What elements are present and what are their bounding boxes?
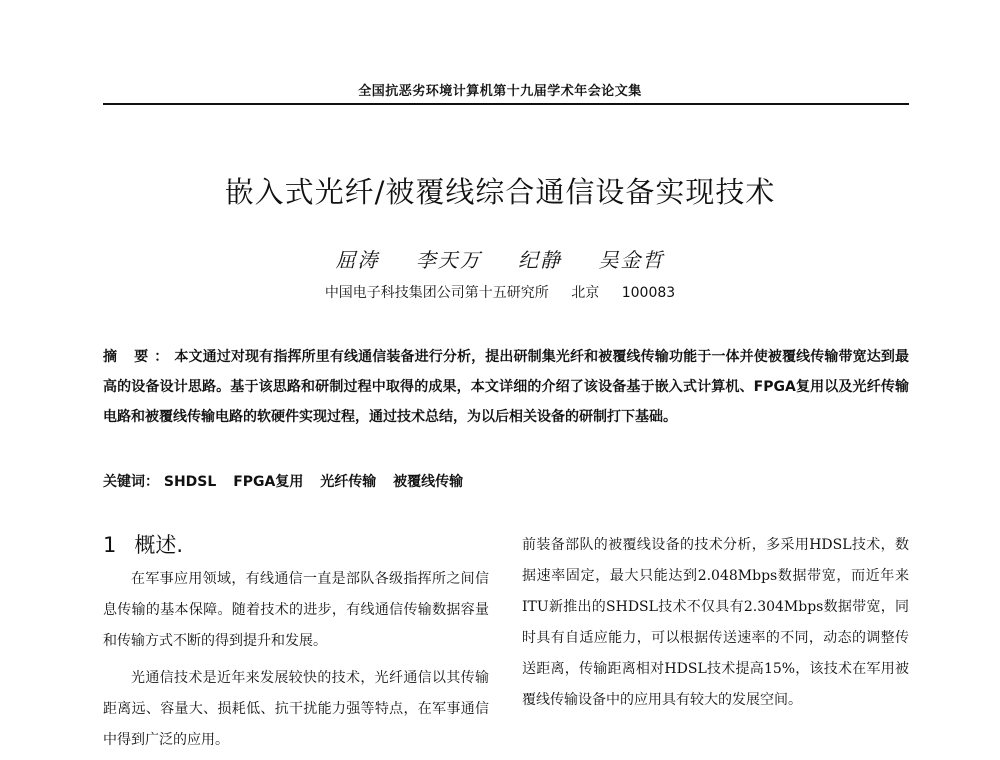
section-title: 概述. [134,533,184,557]
paper-title: 嵌入式光纤/被覆线综合通信设备实现技术 [224,175,776,209]
affiliation-institution: 中国电子科技集团公司第十五研究所 [324,285,549,301]
keyword: 被覆线传输 [393,474,464,490]
body-column-right [522,530,909,716]
affiliation-city: 北京 [571,285,600,301]
keyword: SHDSL [163,474,217,490]
affiliation-postcode: 100083 [621,285,676,301]
author-name: 屈涛 [335,248,380,272]
abstract [103,342,909,432]
keyword: FPGA复用 [233,474,304,490]
abstract-label: 摘 要： [103,349,175,365]
abstract-text: 本文通过对现有指挥所里有线通信装备进行分析，提出研制集光纤和被覆线传输功能于一体并使被覆线传输带宽达到最高的设备设计思路。基于该思路和研制过程中取得的成果，本文详细的介绍了该设备基于嵌入式计算机、FPGA复用以及光纤传输电路和被覆线传输电路的软硬件实现过程，通过技术总结，为以后相关设备的研制打下基础。 [103,349,910,425]
section-heading [103,528,489,564]
running-header: 全国抗恶劣环境计算机第十九届学术年会论文集 [358,84,642,99]
author-name: 纪静 [518,248,563,272]
keywords-label: 关键词： [103,474,159,490]
header-rule [103,103,909,105]
affiliation [0,282,1000,302]
body-column-left [103,528,489,756]
keywords [103,469,909,495]
section-number: 1 [103,533,117,557]
keyword: 光纤传输 [320,474,377,490]
author-list [0,244,1000,273]
author-name: 李天万 [415,248,482,272]
body-paragraph: 在军事应用领域，有线通信一直是部队各级指挥所之间信息传输的基本保障。随着技术的进步，有线通信传输数据容量和传输方式不断的得到提升和发展。 [103,571,489,649]
body-paragraph: 前装备部队的被覆线设备的技术分析，多采用HDSL技术，数据速率固定，最大只能达到2.048Mbps数据带宽，而近年来ITU新推出的SHDSL技术不仅具有2.304Mbps数据带宽，同时具有自适应能力，可以根据传送速率的不同，动态的调整传送距离，传输距离相对HDSL技术提高15%，该技术在军用被覆线传输设备中的应用具有较大的发展空间。 [522,537,909,708]
body-paragraph: 光通信技术是近年来发展较快的技术，光纤通信以其传输距离远、容量大、损耗低、抗干扰能力强等特点，在军事通信中得到广泛的应用。 [103,670,489,748]
author-name: 吴金哲 [598,248,665,272]
